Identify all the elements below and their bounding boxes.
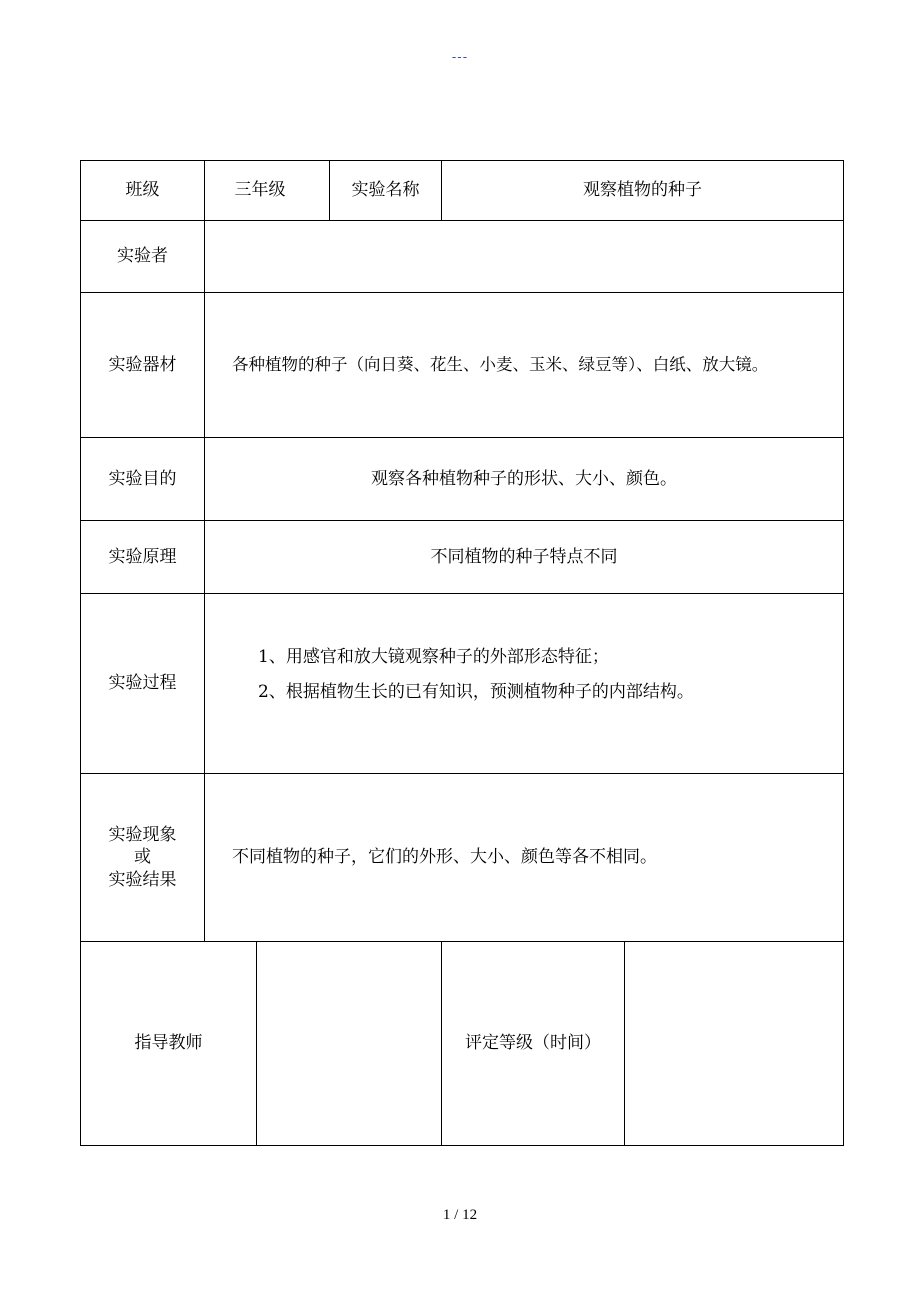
result-label-line: 实验现象 xyxy=(108,825,177,846)
experimenter-value xyxy=(205,221,843,292)
process-step: 2、根据植物生长的已有知识，预测植物种子的内部结构。 xyxy=(258,681,694,702)
process-steps xyxy=(258,594,842,773)
result-label-line: 或 xyxy=(134,847,151,868)
experimenter-label: 实验者 xyxy=(117,246,168,267)
purpose-label: 实验目的 xyxy=(108,468,177,489)
header-mark: --- xyxy=(451,50,469,65)
materials-label: 实验器材 xyxy=(108,354,177,375)
experiment-name-label: 实验名称 xyxy=(351,180,420,201)
materials-value: 各种植物的种子（向日葵、花生、小麦、玉米、绿豆等）、白纸、放大镜。 xyxy=(232,355,769,375)
result-label-line: 实验结果 xyxy=(108,869,177,890)
principle-label: 实验原理 xyxy=(108,546,177,567)
table-border-right xyxy=(843,160,844,1146)
experiment-name-value: 观察植物的种子 xyxy=(583,180,702,201)
grade-value xyxy=(625,942,843,1145)
process-label: 实验过程 xyxy=(108,673,177,694)
table-border-bottom xyxy=(80,1145,844,1146)
class-label: 班级 xyxy=(125,180,160,201)
teacher-value xyxy=(257,942,441,1145)
teacher-label: 指导教师 xyxy=(134,1033,203,1054)
result-label xyxy=(81,774,204,941)
grade-label: 评定等级（时间） xyxy=(465,1033,601,1054)
purpose-value: 观察各种植物种子的形状、大小、颜色。 xyxy=(371,468,677,489)
page-indicator: 1 / 12 xyxy=(442,1207,478,1223)
process-step: 1、用感官和放大镜观察种子的外部形态特征； xyxy=(258,647,609,668)
principle-value: 不同植物的种子特点不同 xyxy=(430,546,618,567)
class-value: 三年级 xyxy=(234,180,286,201)
result-value: 不同植物的种子，它们的外形、大小、颜色等各不相同。 xyxy=(232,847,657,868)
